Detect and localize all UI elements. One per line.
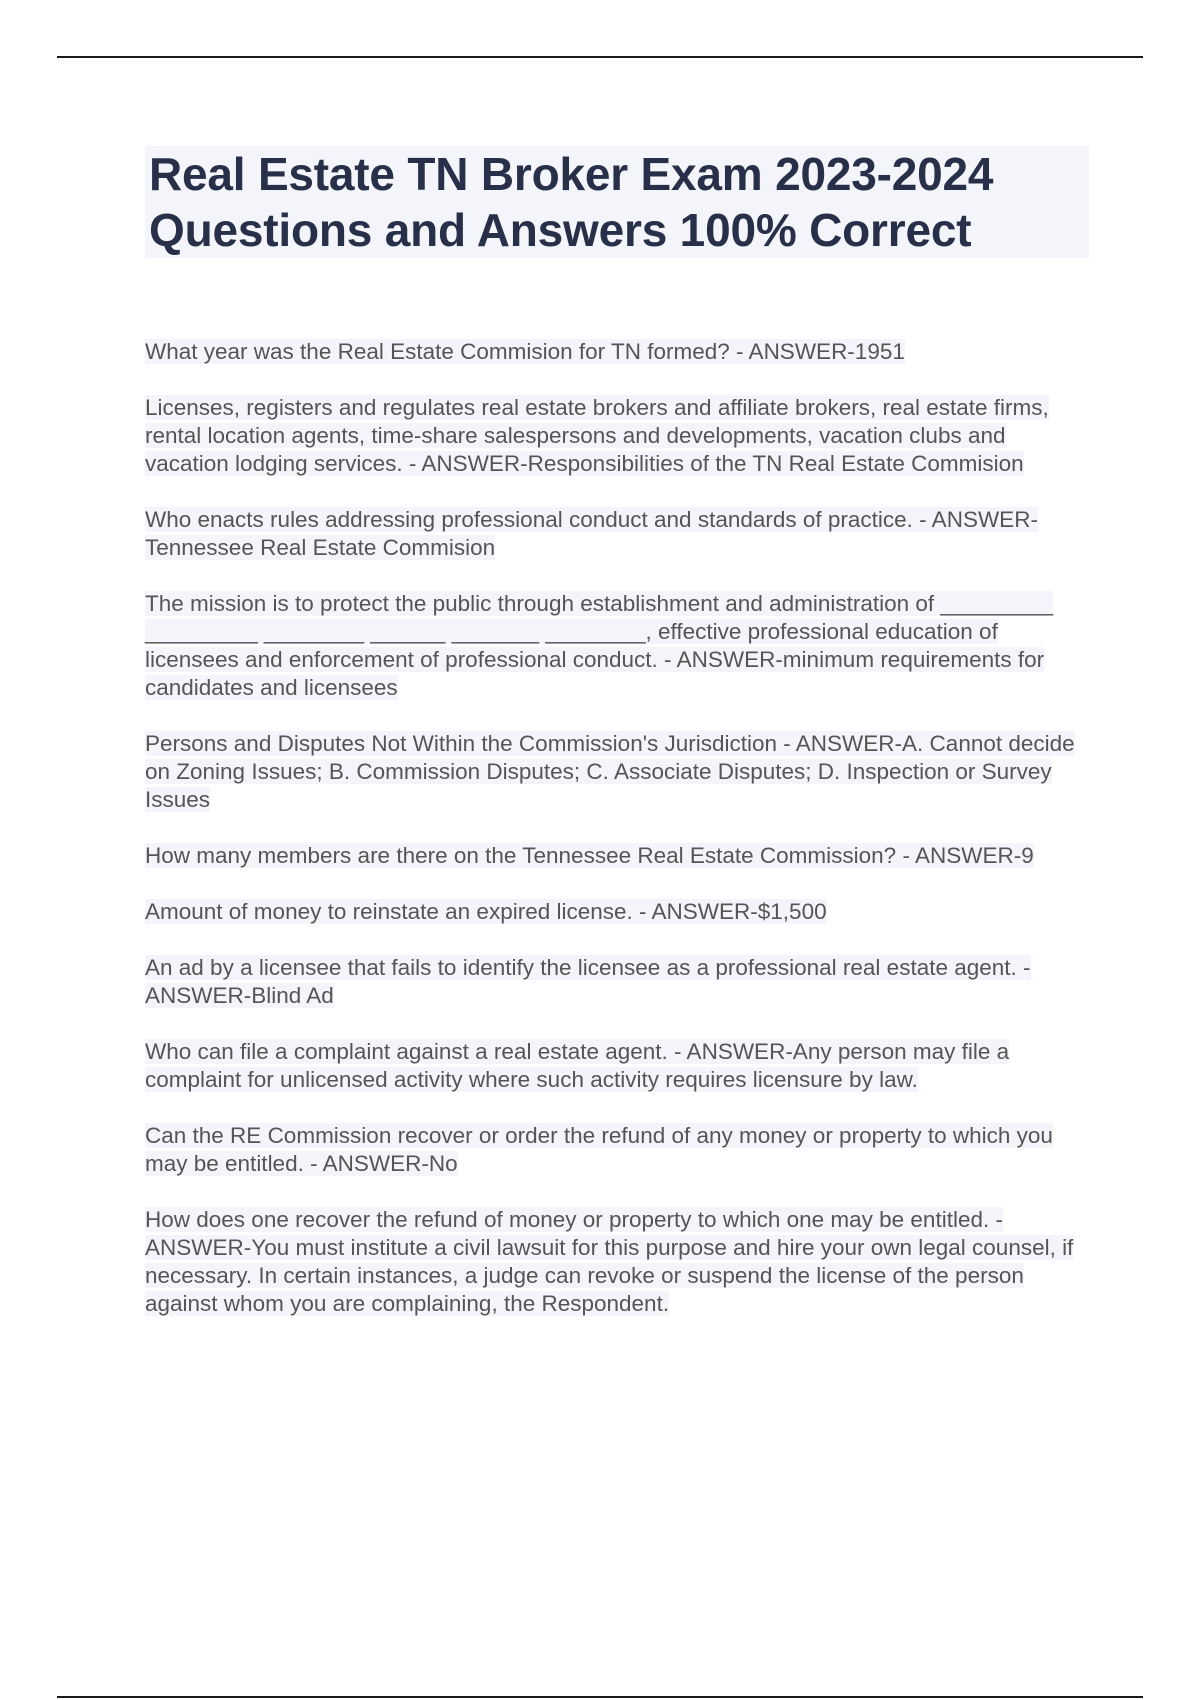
qa-item bbox=[145, 394, 1095, 478]
qa-text: Licenses, registers and regulates real estate brokers and affiliate brokers, real estate firms, rental location agents, time-share salespersons and developments, vacation clubs and vacation lodging services. - ANSWER-Responsibilities of the TN Real Estate Commision bbox=[145, 395, 1049, 476]
qa-text: Who can file a complaint against a real estate agent. - ANSWER-Any person may file a complaint for unlicensed activity where such activity requires licensure by law. bbox=[145, 1039, 1010, 1092]
qa-text: Who enacts rules addressing professional conduct and standards of practice. - ANSWER-Tennessee Real Estate Commision bbox=[145, 507, 1038, 560]
qa-text: Amount of money to reinstate an expired license. - ANSWER-$1,500 bbox=[145, 899, 827, 924]
qa-text: How many members are there on the Tennessee Real Estate Commission? - ANSWER-9 bbox=[145, 843, 1034, 868]
qa-text: How does one recover the refund of money or property to which one may be entitled. - ANSWER-You must institute a civil lawsuit for this purpose and hire your own legal counsel, if necessary. In certain instances, a judge can revoke or suspend the license of the person against whom you are complaining, the Respondent. bbox=[145, 1207, 1074, 1316]
qa-text: The mission is to protect the public through establishment and administration of _________ _________ ________ ______ _______ ________, effective professional education of licensees and enforcement of professional conduct. - ANSWER-minimum requirements for candidates and licensees bbox=[145, 591, 1054, 700]
qa-item bbox=[145, 1122, 1095, 1178]
document-title bbox=[145, 146, 1089, 258]
qa-list bbox=[145, 338, 1095, 1346]
qa-item bbox=[145, 338, 1095, 366]
qa-item bbox=[145, 1206, 1095, 1318]
qa-item bbox=[145, 590, 1095, 702]
title-line-1: Real Estate TN Broker Exam 2023-2024 bbox=[149, 148, 994, 200]
qa-item bbox=[145, 506, 1095, 562]
header-rule bbox=[57, 56, 1143, 58]
title-line-2: Questions and Answers 100% Correct bbox=[149, 204, 972, 256]
qa-text: What year was the Real Estate Commision for TN formed? - ANSWER-1951 bbox=[145, 339, 905, 364]
qa-item bbox=[145, 842, 1095, 870]
qa-text: Can the RE Commission recover or order the refund of any money or property to which you may be entitled. - ANSWER-No bbox=[145, 1123, 1053, 1176]
qa-item bbox=[145, 954, 1095, 1010]
footer-rule bbox=[57, 1696, 1143, 1698]
qa-item bbox=[145, 730, 1095, 814]
qa-item bbox=[145, 1038, 1095, 1094]
qa-text: Persons and Disputes Not Within the Commission's Jurisdiction - ANSWER-A. Cannot decide on Zoning Issues; B. Commission Disputes; C. Associate Disputes; D. Inspection or Survey Issues bbox=[145, 731, 1075, 812]
qa-text: An ad by a licensee that fails to identify the licensee as a professional real estate agent. - ANSWER-Blind Ad bbox=[145, 955, 1031, 1008]
qa-item bbox=[145, 898, 1095, 926]
